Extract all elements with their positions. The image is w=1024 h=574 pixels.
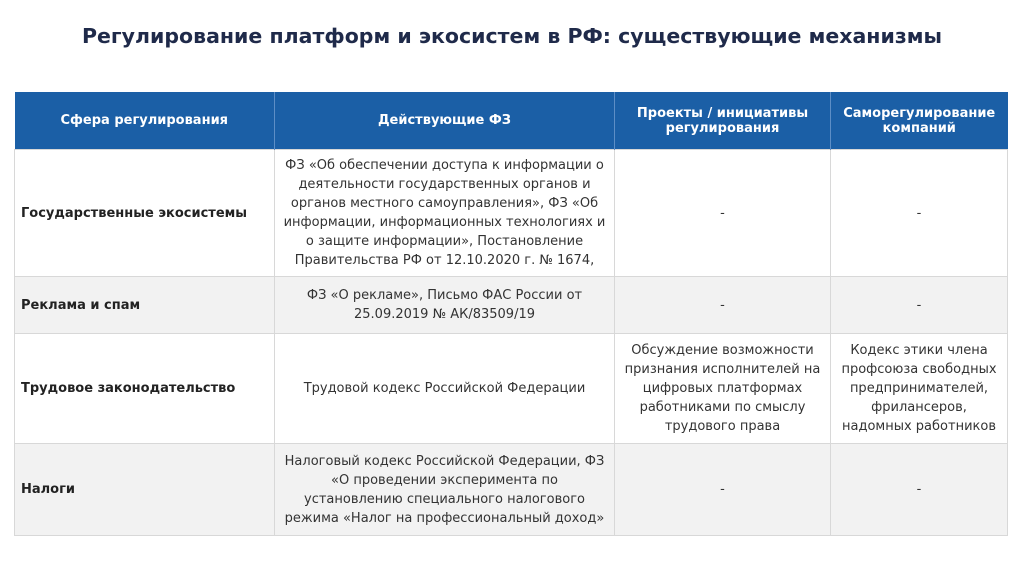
- self-regulation-cell: Кодекс этики члена профсоюза свободных предпринимателей, фрилансеров, надомных работников: [831, 334, 1008, 444]
- laws-cell: Налоговый кодекс Российской Федерации, ФЗ «О проведении эксперимента по установлению специального налогового режима «Налог на профессиональный доход»: [275, 444, 615, 536]
- table-row: [15, 150, 1008, 277]
- table-row: [15, 444, 1008, 536]
- laws-cell: Трудовой кодекс Российской Федерации: [275, 334, 615, 444]
- table-header-row: [15, 92, 1008, 150]
- self-regulation-cell: -: [831, 444, 1008, 536]
- projects-cell: Обсуждение возможности признания исполнителей на цифровых платформах работниками по смыслу трудового права: [615, 334, 831, 444]
- regulation-table: [14, 92, 1008, 536]
- sphere-cell: Реклама и спам: [15, 277, 275, 334]
- header-self-regulation: Саморегулирование компаний: [831, 92, 1008, 150]
- self-regulation-cell: -: [831, 150, 1008, 277]
- sphere-cell: Государственные экосистемы: [15, 150, 275, 277]
- sphere-cell: Налоги: [15, 444, 275, 536]
- projects-cell: -: [615, 150, 831, 277]
- sphere-cell: Трудовое законодательство: [15, 334, 275, 444]
- projects-cell: -: [615, 444, 831, 536]
- table-row: [15, 334, 1008, 444]
- table-row: [15, 277, 1008, 334]
- slide-title: Регулирование платформ и экосистем в РФ: существующие механизмы: [81, 24, 943, 48]
- header-sphere: Сфера регулирования: [15, 92, 275, 150]
- self-regulation-cell: -: [831, 277, 1008, 334]
- header-laws: Действующие ФЗ: [275, 92, 615, 150]
- projects-cell: -: [615, 277, 831, 334]
- header-projects: Проекты / инициативы регулирования: [615, 92, 831, 150]
- laws-cell: ФЗ «О рекламе», Письмо ФАС России от 25.09.2019 № АК/83509/19: [275, 277, 615, 334]
- laws-cell: ФЗ «Об обеспечении доступа к информации о деятельности государственных органов и органов местного самоуправления», ФЗ «Об информации, информационных технологиях и о защите информации», Постановление Правительства РФ от 12.10.2020 г. № 1674,: [275, 150, 615, 277]
